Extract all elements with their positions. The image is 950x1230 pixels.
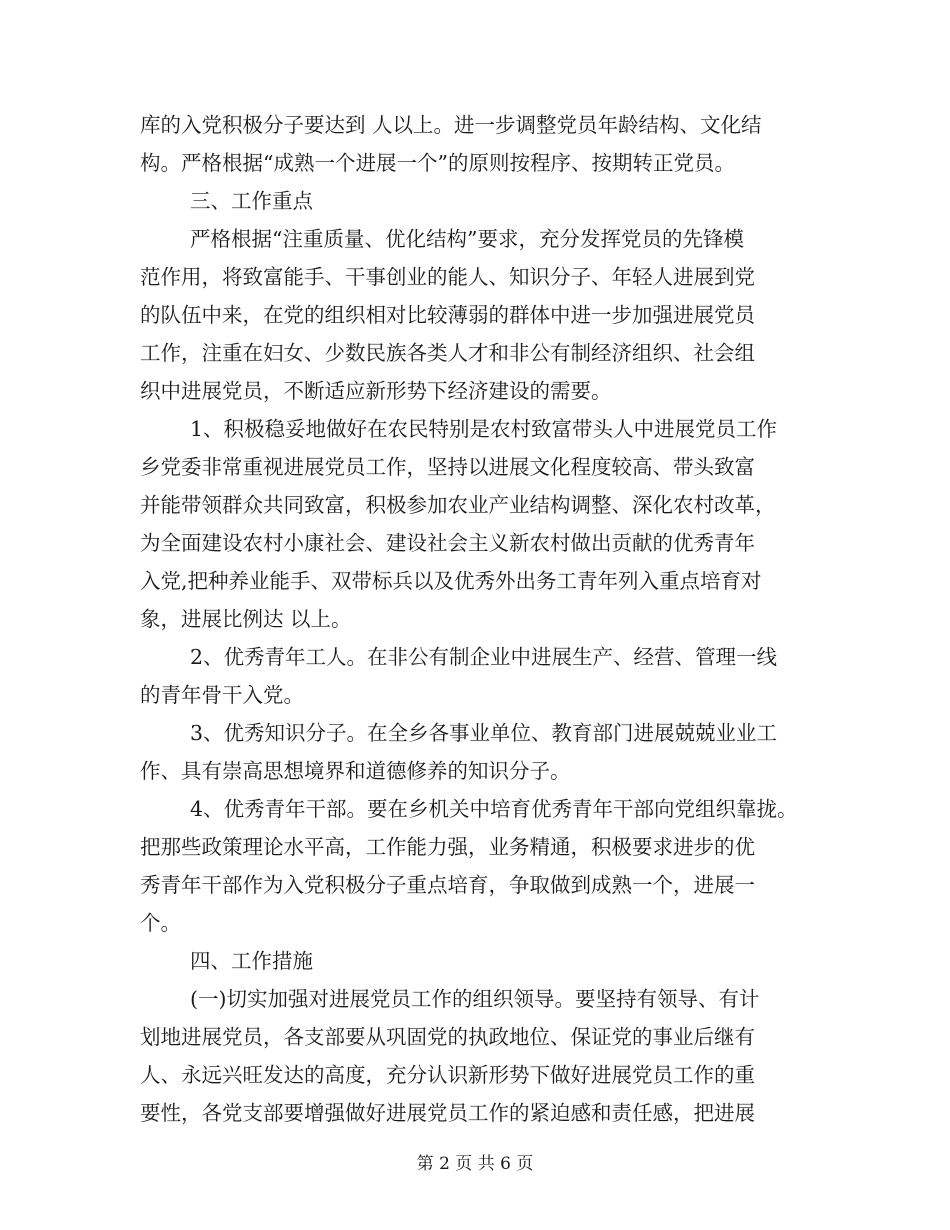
text-line: 4、优秀青年干部。要在乡机关中培育优秀青年干部向党组织靠拢。 — [190, 797, 798, 821]
text-line: (一)切实加强对进展党员工作的组织领导。要坚持有领导、有计 — [190, 987, 760, 1011]
text-line: 作、具有崇高思想境界和道德修养的知识分子。 — [140, 759, 571, 783]
text-line: 象，进展比例达 以上。 — [140, 607, 352, 631]
text-line: 人、永远兴旺发达的高度，充分认识新形势下做好进展党员工作的重 — [140, 1063, 755, 1087]
text-line: 乡党委非常重视进展党员工作，坚持以进展文化程度较高、带头致富 — [140, 455, 755, 479]
text-line: 把那些政策理论水平高，工作能力强，业务精通，积极要求进步的优 — [140, 835, 755, 859]
text-line: 为全面建设农村小康社会、建设社会主义新农村做出贡献的优秀青年 — [140, 531, 755, 555]
text-line: 3、优秀知识分子。在全乡各事业单位、教育部门进展兢兢业业工 — [190, 721, 778, 745]
text-line: 入党,把种养业能手、双带标兵以及优秀外出务工青年列入重点培育对 — [140, 569, 762, 593]
text-line: 2、优秀青年工人。在非公有制企业中进展生产、经营、管理一线 — [190, 645, 778, 669]
text-line: 织中进展党员，不断适应新形势下经济建设的需要。 — [140, 379, 612, 403]
text-line: 个。 — [140, 911, 181, 935]
text-line: 的队伍中来，在党的组织相对比较薄弱的群体中进一步加强进展党员 — [140, 303, 755, 327]
text-line: 划地进展党员，各支部要从巩固党的执政地位、保证党的事业后继有 — [140, 1025, 755, 1049]
text-line: 1、积极稳妥地做好在农民特别是农村致富带头人中进展党员工作 — [190, 417, 778, 441]
text-line: 构。严格根据“成熟一个进展一个”的原则按程序、按期转正党员。 — [140, 151, 735, 175]
section-heading: 四、工作措施 — [190, 949, 313, 973]
text-line: 的青年骨干入党。 — [140, 683, 304, 707]
text-line: 并能带领群众共同致富，积极参加农业产业结构调整、深化农村改革， — [140, 493, 776, 517]
text-line: 库的入党积极分子要达到 人以上。进一步调整党员年龄结构、文化结 — [140, 113, 762, 137]
section-heading: 三、工作重点 — [190, 189, 313, 213]
text-line: 范作用，将致富能手、干事创业的能人、知识分子、年轻人进展到党 — [140, 265, 755, 289]
page-number: 第 2 页 共 6 页 — [416, 1154, 534, 1174]
text-line: 工作，注重在妇女、少数民族各类人才和非公有制经济组织、社会组 — [140, 341, 755, 365]
text-line: 秀青年干部作为入党积极分子重点培育，争取做到成熟一个，进展一 — [140, 873, 755, 897]
text-line: 要性，各党支部要增强做好进展党员工作的紧迫感和责任感，把进展 — [140, 1101, 755, 1125]
text-line: 严格根据“注重质量、优化结构”要求，充分发挥党员的先锋模 — [190, 227, 744, 251]
